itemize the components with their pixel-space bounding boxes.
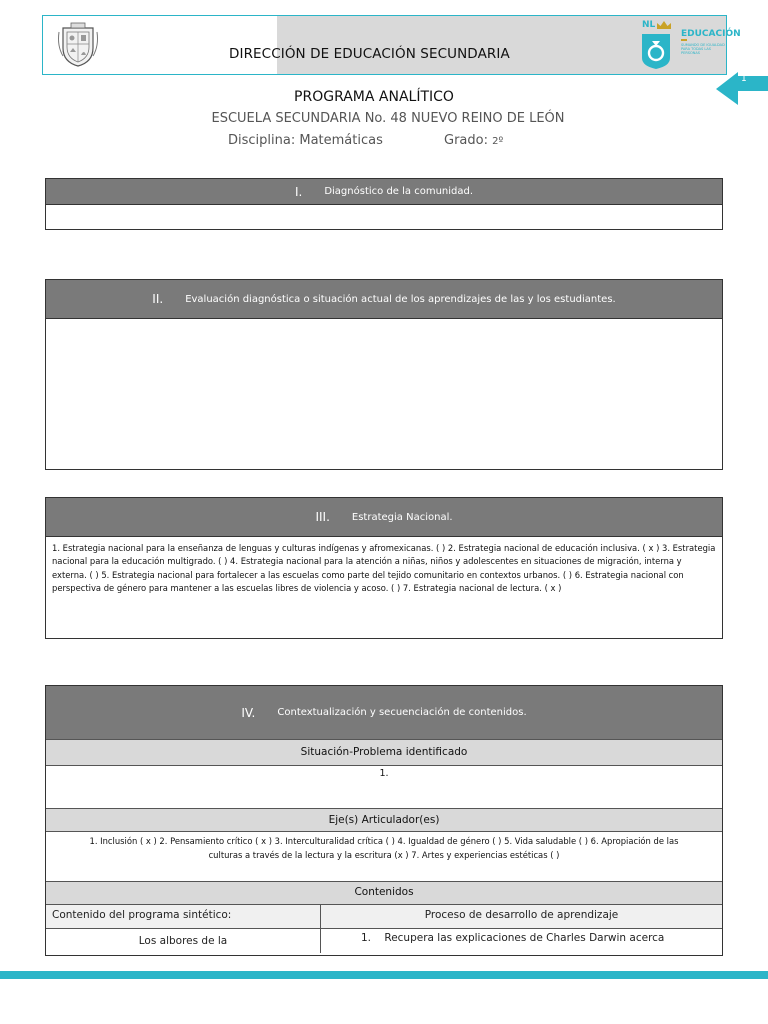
logo-education-text: EDUCACIÓN [681,29,741,39]
page-header [42,15,741,75]
logo-nl-text: NL [642,20,656,30]
ejes-articuladores-body: 1. Inclusión ( x ) 2. Pensamiento crítico ( x ) 3. Interculturalidad crítica ( ) 4. Igualdad de género ( ) 5. Vida saludable ( ) 6. Apropiación de las culturas a través de la lectura y la escritura (x ) 7. Artes y experiencias estéticas ( ) [46,831,722,881]
section-3-number: III. [315,510,330,524]
section-3-title: Estrategia Nacional. [351,511,453,523]
situacion-problema-value[interactable]: 1. [46,765,722,808]
logo-tagline: SUMANDO DE IGUALDAD PARA TODAS LAS PERSONAS [681,43,725,55]
school-name: ESCUELA SECUNDARIA No. 48 NUEVO REINO DE LEÓN [211,111,565,126]
section-2-evaluacion [45,279,723,470]
col-contenido-header: Contenido del programa sintético: [46,905,321,928]
crown-icon [657,21,671,29]
section-4-contextualizacion [45,685,723,956]
section-4-number: IV. [241,705,256,720]
proceso-value: 1. Recupera las explicaciones de Charles Darwin acerca [361,932,665,944]
section-4-header [46,686,722,739]
situacion-problema-label: Situación-Problema identificado [46,739,722,765]
section-1-title: Diagnóstico de la comunidad. [324,186,474,197]
section-1-body[interactable] [46,204,722,229]
contenido-value: Los albores de la [46,929,321,953]
contenidos-label: Contenidos [46,881,722,904]
section-3-estrategia [45,497,723,639]
footer-accent-bar [0,971,768,979]
section-2-number: II. [152,292,164,306]
section-3-header [46,498,722,536]
nl-education-logo [637,18,741,72]
section-3-body: 1. Estrategia nacional para la enseñanza de lenguas y culturas indígenas y afromexicanas. ( ) 2. Estrategia nacional de educación inclusiva. ( x ) 3. Estrategia nacional para la educación multigrado. ( ) 4. Estrategia nacional para la atención a niñas, niños y adolescentes en situaciones de migración, interna y externa. ( ) 5. Estrategia nacional para fortalecer a las escuelas como parte del tejido comunitario en contextos urbanos. ( ) 6. Estrategia nacional con perspectiva de género para mantener a las escuelas libres de violencia y acoso. ( ) 7. Estrategia nacional de lectura. ( x ) [46,536,722,600]
grade-label: Grado: [444,133,488,148]
document-title: PROGRAMA ANALÍTICO [294,89,454,105]
section-1-header [46,179,722,204]
page-number: 1 [741,74,747,84]
section-2-body[interactable] [46,318,722,469]
grade-value: 2º [492,136,504,147]
discipline-label: Disciplina: Matemáticas [228,133,383,148]
contenidos-header-row [46,904,722,928]
ejes-articuladores-label: Eje(s) Articulador(es) [46,808,722,831]
education-badge-icon [639,32,673,70]
grade-field [444,133,503,148]
header-title: DIRECCIÓN DE EDUCACIÓN SECUNDARIA [229,46,510,62]
logo-divider [681,39,687,41]
contenidos-row [46,928,722,953]
section-1-diagnostico [45,178,723,230]
section-2-header [46,280,722,318]
section-1-number: I. [294,184,303,199]
col-proceso-header: Proceso de desarrollo de aprendizaje [424,909,619,921]
section-2-title: Evaluación diagnóstica o situación actual de los aprendizajes de las y los estudiantes. [185,293,616,305]
state-seal-icon [55,22,101,68]
section-4-title: Contextualización y secuenciación de contenidos. [277,707,527,718]
